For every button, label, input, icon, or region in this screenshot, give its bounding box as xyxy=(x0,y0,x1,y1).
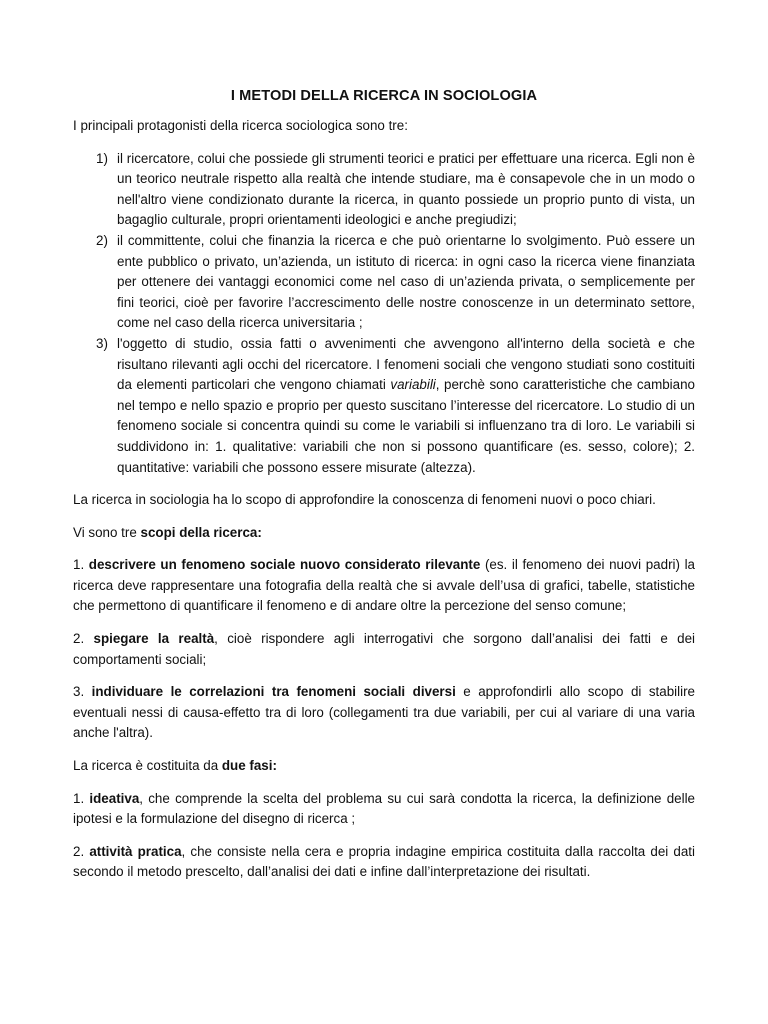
aim-text: , cioè rispondere agli interrogativi che sorgono dall’analisi dei fatti e dei comportamenti sociali; xyxy=(73,631,696,667)
phase-bold: ideativa xyxy=(89,790,140,806)
phase-paragraph xyxy=(73,789,695,830)
list-item-text: il ricercatore, colui che possiede gli strumenti teorici e pratici per effettuare una ricerca. Egli non è un teorico neutrale rispetto alla realtà che intende studiare, ma è consapevole che in un modo o nell'altro viene condizionato durante la ricerca, in quanto possiede un proprio punto di vista, un bagaglio culturale, propri orientamenti ideologici e anche pregiudizi; xyxy=(117,150,695,228)
phase-number: 2. xyxy=(73,843,90,859)
scope-paragraph: La ricerca in sociologia ha lo scopo di approfondire la conoscenza di fenomeni nuovi o poco chiari. xyxy=(73,492,656,508)
aim-text: (es. il fenomeno dei nuovi padri) la ricerca deve rappresentare una fotografia della realtà che si avvale dell’usa di grafici, tabelle, statistiche che permettono di quantificare il fenomeno e di andare oltre la percezione del senso comune; xyxy=(73,557,695,614)
aim-paragraph xyxy=(73,682,695,744)
intro-paragraph: I principali protagonisti della ricerca sociologica sono tre: xyxy=(73,118,408,133)
page-title: I METODI DELLA RICERCA IN SOCIOLOGIA xyxy=(230,88,538,104)
aim-text: e approfondirli allo scopo di stabilire eventuali nessi di causa-effetto tra di loro (collegamenti tra due variabili, per cui al variare di una varia anche l'altra). xyxy=(73,684,695,741)
list-item-text: l'oggetto di studio, ossia fatti o avvenimenti che avvengono all'interno della società e che risultano rilevanti agli occhi del ricercatore. I fenomeni sociali che vengono studiati sono costituiti da elementi particolari che vengono chiamati xyxy=(117,335,695,393)
aims-intro-text: Vi sono tre xyxy=(73,524,141,540)
aim-number: 1. xyxy=(73,557,89,573)
phase-text: , che consiste nella cera e propria indagine empirica costituita dalla raccolta dei dati secondo il metodo prescelto, dall’analisi dei dati e infine dall’interpretazione dei risultati. xyxy=(73,843,695,880)
phase-text: , che comprende la scelta del problema su cui sarà condotta la ricerca, la definizione delle ipotesi e la formulazione del disegno di ricerca ; xyxy=(73,790,695,827)
list-item-text: il committente, colui che finanzia la ricerca e che può orientarne lo svolgimento. Può essere un ente pubblico o privato, un’azienda, un istituto di ricerca: in ogni caso la ricerca viene finanziata per ottenere dei vantaggi economici come nel caso di un’azienda privata, o semplicemente per fini teorici, cioè per favorire l’accrescimento delle nostre conoscenze in un determinato settore, come nel caso della ricerca universitaria ; xyxy=(117,232,695,331)
phases-intro-text: La ricerca è costituita da xyxy=(73,758,222,774)
aim-bold: spiegare la realtà xyxy=(93,631,215,647)
list-item-number: 3) xyxy=(96,335,108,351)
list-item-text: , perchè sono caratteristiche che cambiano nel tempo e nello spazio e proprio per questo suscitano l’interesse del ricercatore. Lo studio di un fenomeno sociale si concentra quindi su come le variabili si influenzano tra di loro. Le variabili si suddividono in: 1. qualitative: variabili che non si possono quantificare (es. sesso, colore); 2. quantitative: variabili che possono essere misurate (altezza). xyxy=(117,377,695,475)
list-item-italic-term: variabili xyxy=(390,377,436,393)
aim-paragraph xyxy=(73,629,695,670)
aim-number: 3. xyxy=(73,684,92,700)
list-item xyxy=(73,334,695,478)
aims-intro-bold: scopi della ricerca: xyxy=(140,524,262,540)
phase-number: 1. xyxy=(73,790,90,806)
aim-paragraph xyxy=(73,555,695,617)
list-item xyxy=(73,231,695,334)
phases-intro-bold: due fasi: xyxy=(221,758,277,774)
aims-intro xyxy=(73,523,695,544)
list-item-number: 2) xyxy=(96,232,108,248)
aim-bold: individuare le correlazioni tra fenomeni sociali diversi xyxy=(91,684,456,700)
aim-bold: descrivere un fenomeno sociale nuovo considerato rilevante xyxy=(88,557,481,573)
phases-intro xyxy=(73,756,695,777)
phase-paragraph xyxy=(73,842,695,883)
protagonists-list xyxy=(73,149,695,479)
list-item xyxy=(73,149,695,231)
aim-number: 2. xyxy=(73,631,94,647)
phase-bold: attività pratica xyxy=(89,843,182,859)
list-item-number: 1) xyxy=(96,150,108,166)
